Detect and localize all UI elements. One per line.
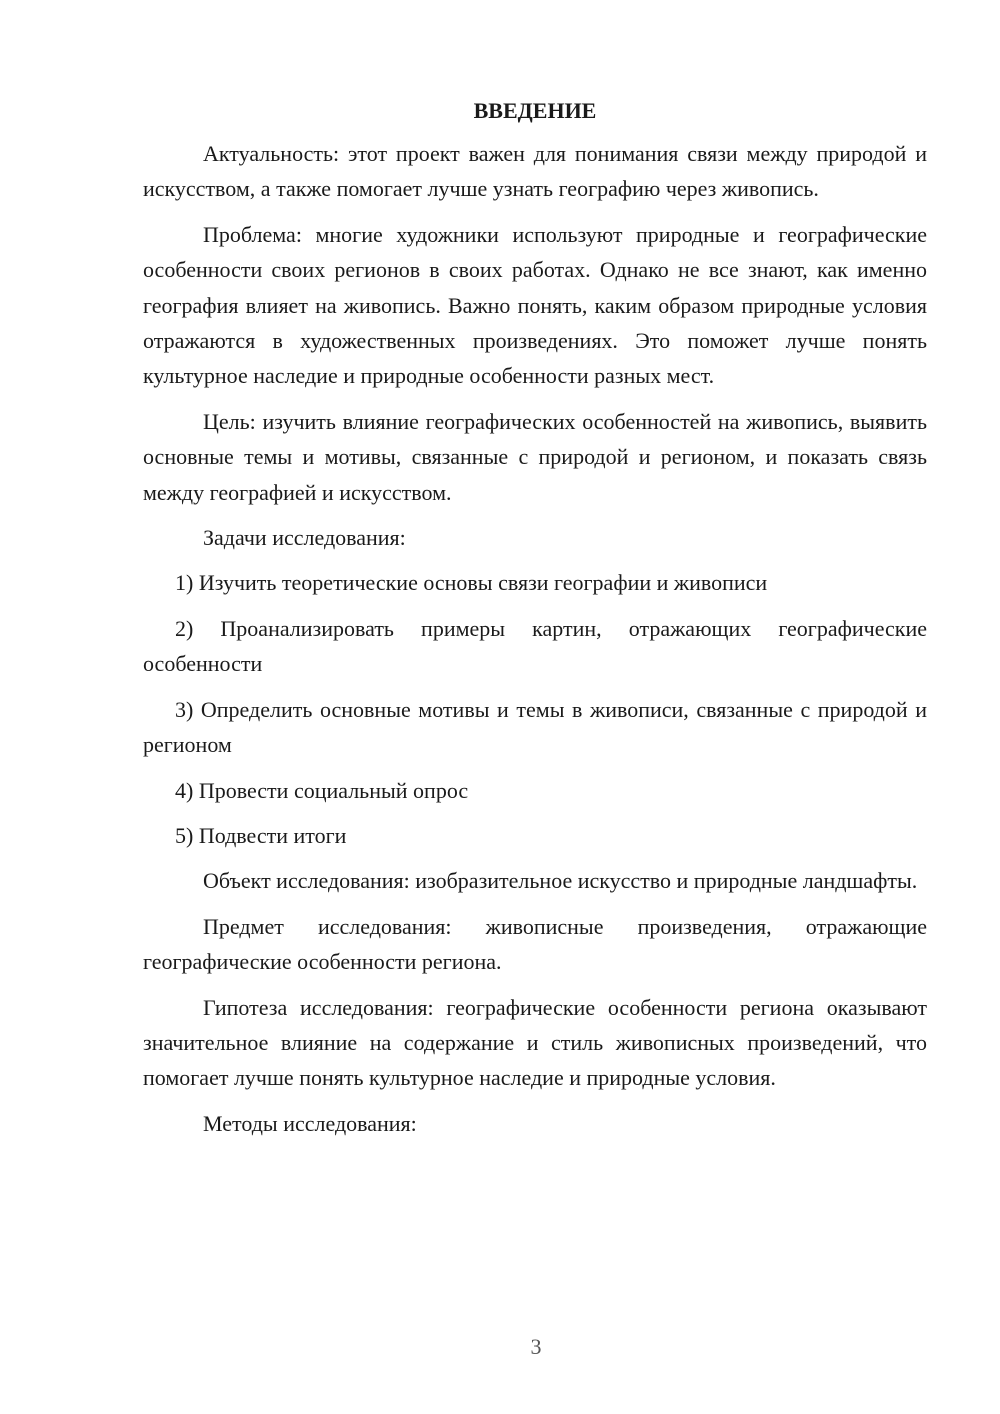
paragraph-relevance: Актуальность: этот проект важен для понимания связи между природой и искусством, а также помогает лучше узнать географию через живопись. <box>143 141 927 202</box>
paragraph-subject: Предмет исследования: живописные произведения, отражающие географические особенности региона. <box>143 913 927 975</box>
paragraph-object: Объект исследования: изобразительное искусство и природные ландшафты. <box>203 868 918 894</box>
task-item-3: 3) Определить основные мотивы и темы в живописи, связанные с природой и регионом <box>143 696 927 758</box>
section-heading: ВВЕДЕНИЕ <box>473 98 597 123</box>
task-item-1: 1) Изучить теоретические основы связи географии и живописи <box>175 570 768 596</box>
paragraph-problem: Проблема: многие художники используют природные и географические особенности своих регионов в своих работах. Однако не все знают, как именно география влияет на живопись. Важно понять, каким образом природные условия отражаются в художественных произведениях. Это поможет лучше понять культурное наследие и природные особенности разных мест. <box>143 221 927 389</box>
paragraph-hypothesis: Гипотеза исследования: географические особенности региона оказывают значительное влияние на содержание и стиль живописных произведений, что помогает лучше понять культурное наследие и природные условия. <box>143 994 927 1091</box>
page-content <box>143 96 927 1151</box>
paragraph-goal: Цель: изучить влияние географических особенностей на живопись, выявить основные темы и мотивы, связанные с природой и регионом, и показать связь между географией и искусством. <box>143 408 927 505</box>
page-number: 3 <box>530 1334 542 1359</box>
task-item-2: 2) Проанализировать примеры картин, отражающих географические особенности <box>143 615 927 677</box>
task-item-5: 5) Подвести итоги <box>175 822 347 848</box>
tasks-title: Задачи исследования: <box>203 525 406 551</box>
methods-title: Методы исследования: <box>203 1110 417 1136</box>
task-item-4: 4) Провести социальный опрос <box>175 777 469 803</box>
